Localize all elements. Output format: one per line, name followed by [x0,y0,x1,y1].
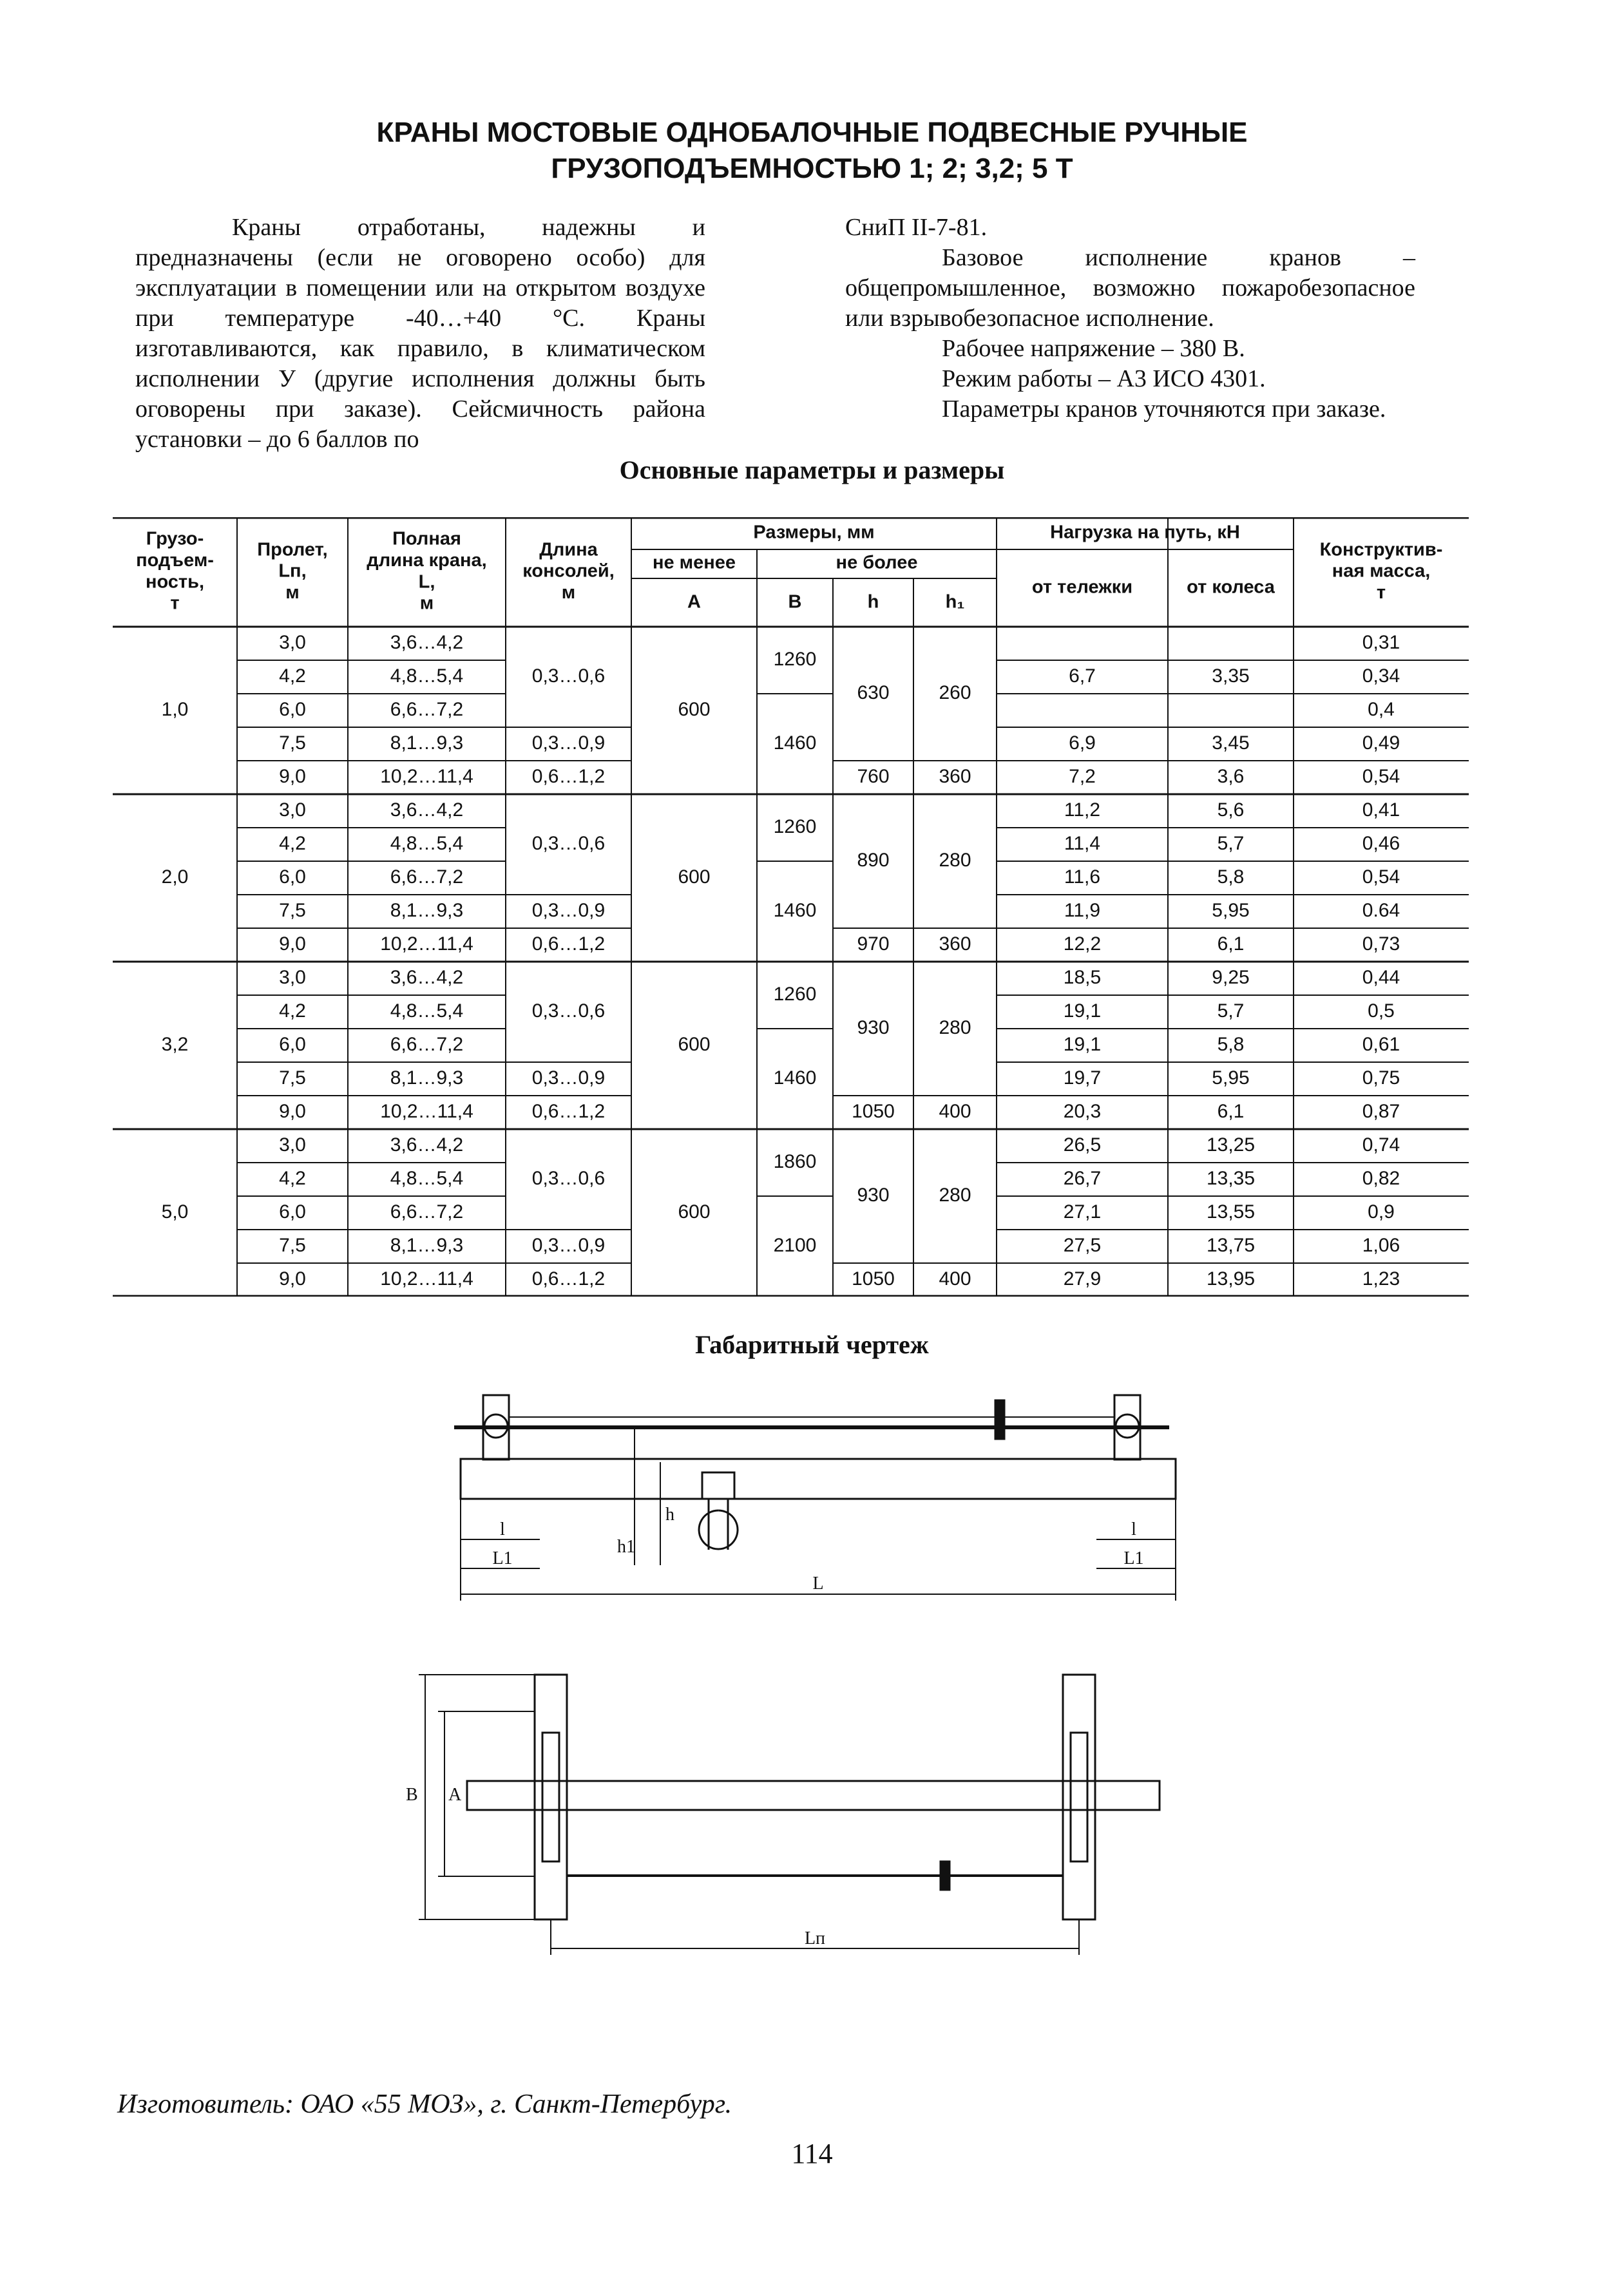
cell-length: 8,1…9,3 [390,899,464,921]
cell-mass: 0,54 [1362,866,1400,888]
cell-trolley: 19,7 [1063,1067,1102,1089]
cell-capacity: 5,0 [161,1201,189,1223]
cell-mass: 0,82 [1362,1167,1400,1189]
drawing-heading: Габаритный чертеж [695,1330,929,1359]
drive-handwheel-icon [995,1400,1004,1439]
cell-length: 10,2…11,4 [380,933,473,955]
header-min: не менее [652,552,736,573]
drawing-labels [406,1505,1144,1948]
page-number: 114 [791,2138,833,2169]
header-mass: ная масса, [1332,560,1431,582]
cell-wheel: 3,35 [1212,665,1250,687]
cell-mass: 0,46 [1362,832,1400,854]
cell-console: 0,6…1,2 [531,765,606,787]
intro-snip-reference: СниП II-7-81. [845,214,988,241]
header-length: длина крана, [367,549,487,571]
header-trolley: от тележки [1031,576,1133,598]
cell-capacity: 1,0 [161,698,189,720]
label-A: A [448,1785,462,1805]
header-dimensions: Размеры, мм [753,522,875,543]
intro-paragraph: Краны отработаны, надежны и предназначены (если не оговорено особо) для эксплуатации в помещении или на открытом воздухе при температуре -40…+40 °С. Краны изготавливаются, как правило, в климатическом исполнении У (другие исполнения должны быть оговорены при заказе). Сейсмичность района установки – до 6 баллов по [135,214,705,453]
title-line-1: КРАНЫ МОСТОВЫЕ ОДНОБАЛОЧНЫЕ ПОДВЕСНЫЕ РУЧНЫЕ [376,117,1248,148]
cell-wheel: 5,8 [1217,866,1245,888]
cell-trolley: 18,5 [1063,966,1102,988]
header-mass: Конструктив- [1319,539,1443,560]
label-Ln: Lп [804,1928,826,1948]
header-A: A [687,591,701,613]
plan-left-girder [542,1733,559,1861]
header-span: м [285,582,300,604]
label-h: h [665,1505,674,1525]
header-max: не более [836,552,918,573]
cell-console: 0,3…0,6 [531,1167,606,1189]
crane-plan-view [419,1675,1160,1955]
cell-mass: 1,23 [1362,1268,1400,1290]
cell-A: 600 [678,1033,711,1055]
cell-console: 0,3…0,9 [531,1067,606,1089]
cell-h1: 400 [939,1100,971,1122]
cell-mass: 0,9 [1368,1201,1395,1223]
cell-span: 7,5 [279,1067,306,1089]
cell-console: 0,3…0,9 [531,899,606,921]
cell-h: 760 [857,765,890,787]
cell-length: 6,6…7,2 [390,1033,464,1055]
cell-span: 6,0 [279,866,306,888]
cell-trolley: 19,1 [1063,1033,1102,1055]
cell-span: 4,2 [279,1000,306,1022]
cell-length: 10,2…11,4 [380,765,473,787]
cell-B: 2100 [773,1234,817,1256]
header-length: м [419,593,434,614]
cell-wheel: 5,95 [1212,899,1250,921]
header-span: Lп, [278,560,307,582]
label-l-right: l [1131,1519,1136,1539]
cell-span: 7,5 [279,899,306,921]
dimension-drawings [399,1372,1230,2196]
cell-span: 4,2 [279,1167,306,1189]
cell-console: 0,3…0,9 [531,1234,606,1256]
cell-length: 6,6…7,2 [390,1201,464,1223]
cell-console: 0,3…0,6 [531,665,606,687]
cell-console: 0,6…1,2 [531,933,606,955]
cell-length: 4,8…5,4 [390,1167,464,1189]
header-h1: h₁ [945,591,965,613]
cell-span: 4,2 [279,832,306,854]
cell-length: 3,6…4,2 [390,631,464,653]
cell-length: 3,6…4,2 [390,1134,464,1156]
header-B: B [788,591,802,613]
cell-h1: 360 [939,765,971,787]
cell-trolley: 12,2 [1063,933,1102,955]
cell-trolley: 26,7 [1063,1167,1102,1189]
header-length: L, [418,571,435,593]
plan-right-carriage [1063,1675,1095,1919]
cell-wheel: 5,8 [1217,1033,1245,1055]
label-B: B [406,1785,418,1805]
cell-wheel: 13,75 [1206,1234,1256,1256]
cell-length: 10,2…11,4 [380,1268,473,1290]
cell-B: 1460 [773,899,817,921]
cell-span: 9,0 [279,1100,306,1122]
cell-length: 8,1…9,3 [390,732,464,754]
cell-B: 1460 [773,1067,817,1089]
cell-wheel: 6,1 [1217,1100,1245,1122]
cell-mass: 0,74 [1362,1134,1400,1156]
cell-trolley: 11,4 [1064,832,1101,854]
cell-wheel: 13,95 [1206,1268,1256,1290]
label-L1-right: L1 [1123,1548,1144,1568]
cell-h1: 280 [939,1016,971,1038]
cell-span: 6,0 [279,1033,306,1055]
cell-h1: 280 [939,1184,971,1206]
table-heading: Основные параметры и размеры [619,455,1005,484]
plan-right-girder [1071,1733,1087,1861]
header-span: Пролет, [257,539,328,560]
label-L1-left: L1 [492,1548,513,1568]
cell-h: 930 [857,1184,890,1206]
header-capacity: подъем- [136,549,214,571]
intro-order-text: Параметры кранов уточняются при заказе. [942,395,1386,423]
crane-side-view [454,1395,1176,1601]
cell-span: 7,5 [279,1234,306,1256]
cell-length: 4,8…5,4 [390,1000,464,1022]
cell-length: 8,1…9,3 [390,1234,464,1256]
cell-trolley: 19,1 [1063,1000,1102,1022]
cell-B: 1260 [773,815,817,837]
cell-trolley: 7,2 [1069,765,1096,787]
header-console: м [561,582,576,604]
cell-wheel: 6,1 [1217,933,1245,955]
cell-span: 3,0 [279,1134,306,1156]
cell-A: 600 [678,1201,711,1223]
intro-right-column [845,213,1415,424]
cell-B: 1260 [773,648,817,670]
cell-wheel: 5,6 [1217,799,1245,821]
cell-mass: 0,4 [1368,698,1395,720]
cell-B: 1260 [773,983,817,1005]
header-capacity: ность, [145,571,205,593]
cell-span: 9,0 [279,765,306,787]
cell-B: 1860 [773,1150,817,1172]
manufacturer-line: Изготовитель: ОАО «55 МОЗ», г. Санкт-Петербург. [117,2089,732,2119]
plan-beam [467,1781,1160,1810]
cell-mass: 0,87 [1362,1100,1400,1122]
cell-span: 9,0 [279,933,306,955]
cell-length: 3,6…4,2 [390,966,464,988]
cell-wheel: 3,6 [1217,765,1245,787]
cell-length: 4,8…5,4 [390,832,464,854]
cell-h: 930 [857,1016,890,1038]
label-l-left: l [500,1519,505,1539]
header-wheel: от колеса [1187,576,1275,598]
page-title [0,115,1624,187]
cell-trolley: 26,5 [1063,1134,1102,1156]
cell-B: 1460 [773,732,817,754]
cell-mass: 0,54 [1362,765,1400,787]
cell-mass: 0,5 [1368,1000,1395,1022]
header-h: h [867,591,879,613]
cell-span: 4,2 [279,665,306,687]
cell-mass: 0,41 [1362,799,1400,821]
cell-wheel: 5,7 [1217,1000,1245,1022]
cell-h1: 280 [939,849,971,871]
cell-h1: 260 [939,681,971,703]
cell-wheel: 5,95 [1212,1067,1250,1089]
title-line-2: ГРУЗОПОДЪЕМНОСТЬЮ 1; 2; 3,2; 5 Т [551,153,1073,184]
cell-trolley: 27,9 [1063,1268,1102,1290]
cell-h: 1050 [852,1268,895,1290]
cell-h: 1050 [852,1100,895,1122]
header-load: Нагрузка на путь, кН [1050,522,1240,543]
plan-handwheel-icon [941,1861,950,1890]
cell-h: 630 [857,681,890,703]
cell-capacity: 3,2 [161,1033,189,1055]
cell-console: 0,6…1,2 [531,1268,606,1290]
cell-mass: 1,06 [1362,1234,1400,1256]
cell-trolley: 27,5 [1063,1234,1102,1256]
cell-console: 0,6…1,2 [531,1100,606,1122]
cell-wheel: 13,25 [1206,1134,1256,1156]
cell-console: 0,3…0,9 [531,732,606,754]
hoist-icon [699,1472,738,1550]
cell-length: 6,6…7,2 [390,698,464,720]
plan-left-carriage [535,1675,567,1919]
cell-wheel: 3,45 [1212,732,1250,754]
cell-span: 9,0 [279,1268,306,1290]
header-capacity: Грузо- [146,528,204,549]
intro-voltage-text: Рабочее напряжение – 380 В. [942,335,1245,362]
intro-duty-text: Режим работы – А3 ИСО 4301. [942,365,1266,392]
cell-A: 600 [678,698,711,720]
cell-mass: 0,49 [1362,732,1400,754]
header-length: Полная [392,528,461,549]
cell-mass: 0,34 [1362,665,1400,687]
cell-trolley: 6,9 [1069,732,1096,754]
cell-capacity: 2,0 [161,866,189,888]
cell-span: 6,0 [279,698,306,720]
cell-span: 3,0 [279,966,306,988]
cell-length: 8,1…9,3 [390,1067,464,1089]
cell-length: 3,6…4,2 [390,799,464,821]
header-mass: т [1376,582,1386,604]
intro-execution-text: Базовое исполнение кранов – общепромышленное, возможно пожаробезопасное или взрывобезопасное исполнение. [845,244,1415,332]
bridge-beam [461,1459,1176,1499]
cell-wheel: 9,25 [1212,966,1250,988]
label-L: L [812,1574,824,1594]
header-console: консолей, [522,560,615,582]
cell-trolley: 27,1 [1063,1201,1102,1223]
cell-trolley: 11,2 [1064,799,1101,821]
header-capacity: т [170,593,180,614]
intro-left-column [135,213,705,455]
cell-console: 0,3…0,6 [531,832,606,854]
cell-span: 3,0 [279,799,306,821]
cell-length: 6,6…7,2 [390,866,464,888]
cell-mass: 0,44 [1362,966,1400,988]
cell-wheel: 5,7 [1217,832,1245,854]
cell-wheel: 13,55 [1206,1201,1256,1223]
cell-trolley: 20,3 [1063,1100,1102,1122]
cell-mass: 0,73 [1362,933,1400,955]
parameters-table [113,517,1469,1297]
cell-span: 7,5 [279,732,306,754]
cell-A: 600 [678,866,711,888]
cell-trolley: 11,6 [1064,866,1101,888]
cell-wheel: 13,35 [1206,1167,1256,1189]
cell-mass: 0,61 [1362,1033,1400,1055]
cell-h1: 360 [939,933,971,955]
cell-length: 10,2…11,4 [380,1100,473,1122]
cell-trolley: 11,9 [1064,899,1101,921]
cell-span: 6,0 [279,1201,306,1223]
cell-length: 4,8…5,4 [390,665,464,687]
cell-mass: 0.64 [1362,899,1400,921]
cell-h1: 400 [939,1268,971,1290]
cell-trolley: 6,7 [1069,665,1096,687]
cell-console: 0,3…0,6 [531,1000,606,1022]
cell-mass: 0,31 [1362,631,1400,653]
cell-h: 970 [857,933,890,955]
cell-h: 890 [857,849,890,871]
label-h1: h1 [617,1537,635,1557]
cell-span: 3,0 [279,631,306,653]
cell-mass: 0,75 [1362,1067,1400,1089]
header-console: Длина [539,539,598,560]
